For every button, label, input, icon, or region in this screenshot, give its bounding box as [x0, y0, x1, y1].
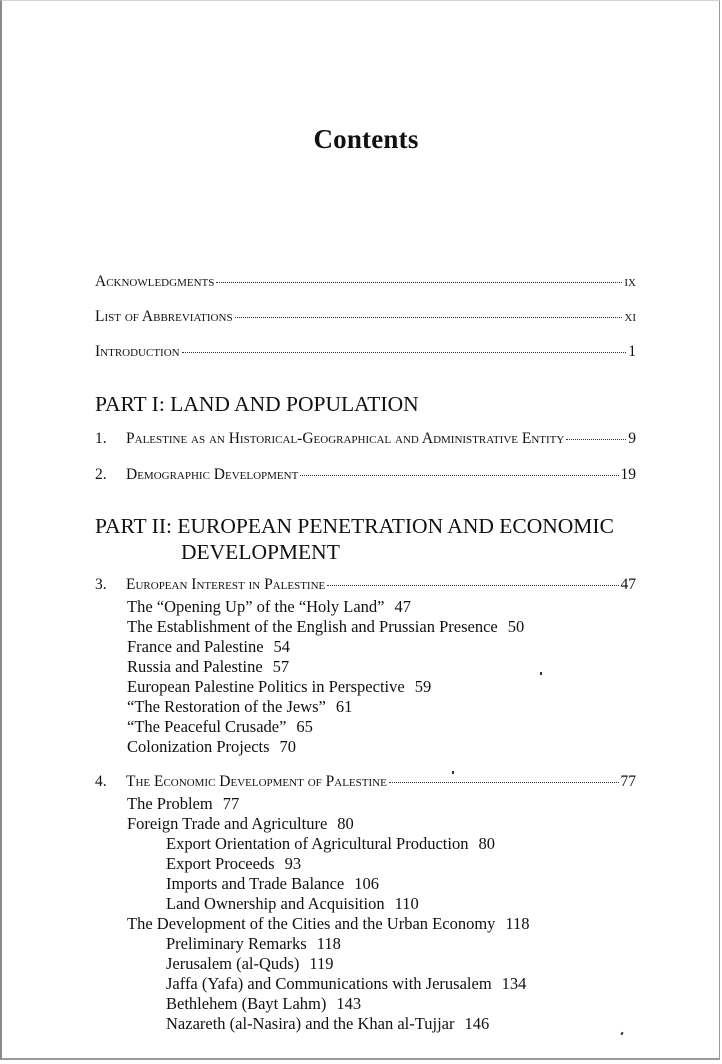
toc-subsection[interactable]: Nazareth (al-Nasira) and the Khan al-Tujjar 146 — [166, 1014, 490, 1033]
toc-chapter-1[interactable]: 1. Palestine as an Historical-Geographical and Administrative Entity 9 — [95, 430, 636, 447]
toc-subsection[interactable]: Export Orientation of Agricultural Production 80 — [166, 834, 495, 853]
dot-leader — [566, 438, 626, 440]
toc-subsection[interactable]: Jerusalem (al-Quds) 119 — [166, 954, 334, 973]
toc-subsection[interactable]: Preliminary Remarks 118 — [166, 934, 341, 953]
toc-subsection[interactable]: Jaffa (Yafa) and Communications with Jerusalem 134 — [166, 974, 527, 993]
toc-entry-introduction[interactable]: Introduction 1 — [95, 343, 636, 360]
dot-leader — [389, 781, 619, 783]
toc-subsection[interactable]: Land Ownership and Acquisition 110 — [166, 894, 419, 913]
toc-section[interactable]: The Establishment of the English and Prussian Presence 50 — [127, 617, 525, 636]
dot-leader — [182, 351, 627, 353]
dot-leader — [327, 584, 618, 586]
toc-section[interactable]: Colonization Projects 70 — [127, 737, 297, 756]
toc-section[interactable]: European Palestine Politics in Perspective 59 — [127, 677, 432, 696]
toc-chapter-4[interactable]: 4. The Economic Development of Palestine 77 — [95, 773, 636, 790]
toc-section[interactable]: Russia and Palestine 57 — [127, 657, 290, 676]
toc-chapter-3[interactable]: 3. European Interest in Palestine 47 — [95, 576, 636, 593]
toc-section[interactable]: The “Opening Up” of the “Holy Land” 47 — [127, 597, 411, 616]
toc-section[interactable]: The Problem 77 — [127, 794, 240, 813]
toc-entry-list-of-abbreviations[interactable]: List of Abbreviations xi — [95, 308, 636, 325]
scan-speck — [452, 771, 454, 774]
toc-section[interactable]: Foreign Trade and Agriculture 80 — [127, 814, 354, 833]
toc-entry-acknowledgments[interactable]: Acknowledgments ix — [95, 273, 636, 290]
toc-section[interactable]: The Development of the Cities and the Urban Economy 118 — [127, 914, 530, 933]
toc-chapter-2[interactable]: 2. Demographic Development 19 — [95, 466, 636, 483]
part-heading: PART II: EUROPEAN PENETRATION AND ECONOMIC DEVELOPMENT — [95, 514, 614, 564]
toc-subsection[interactable]: Bethlehem (Bayt Lahm) 143 — [166, 994, 362, 1013]
toc-subsection[interactable]: Imports and Trade Balance 106 — [166, 874, 380, 893]
scan-speck — [540, 672, 542, 675]
dot-leader — [235, 316, 623, 318]
dot-leader — [300, 474, 618, 476]
part-heading: PART I: LAND AND POPULATION — [95, 392, 419, 416]
page-title: Contents — [313, 124, 419, 154]
toc-subsection[interactable]: Export Proceeds 93 — [166, 854, 302, 873]
toc-section[interactable]: “The Peaceful Crusade” 65 — [127, 717, 313, 736]
toc-section[interactable]: “The Restoration of the Jews” 61 — [127, 697, 353, 716]
toc-section[interactable]: France and Palestine 54 — [127, 637, 291, 656]
dot-leader — [216, 281, 622, 283]
